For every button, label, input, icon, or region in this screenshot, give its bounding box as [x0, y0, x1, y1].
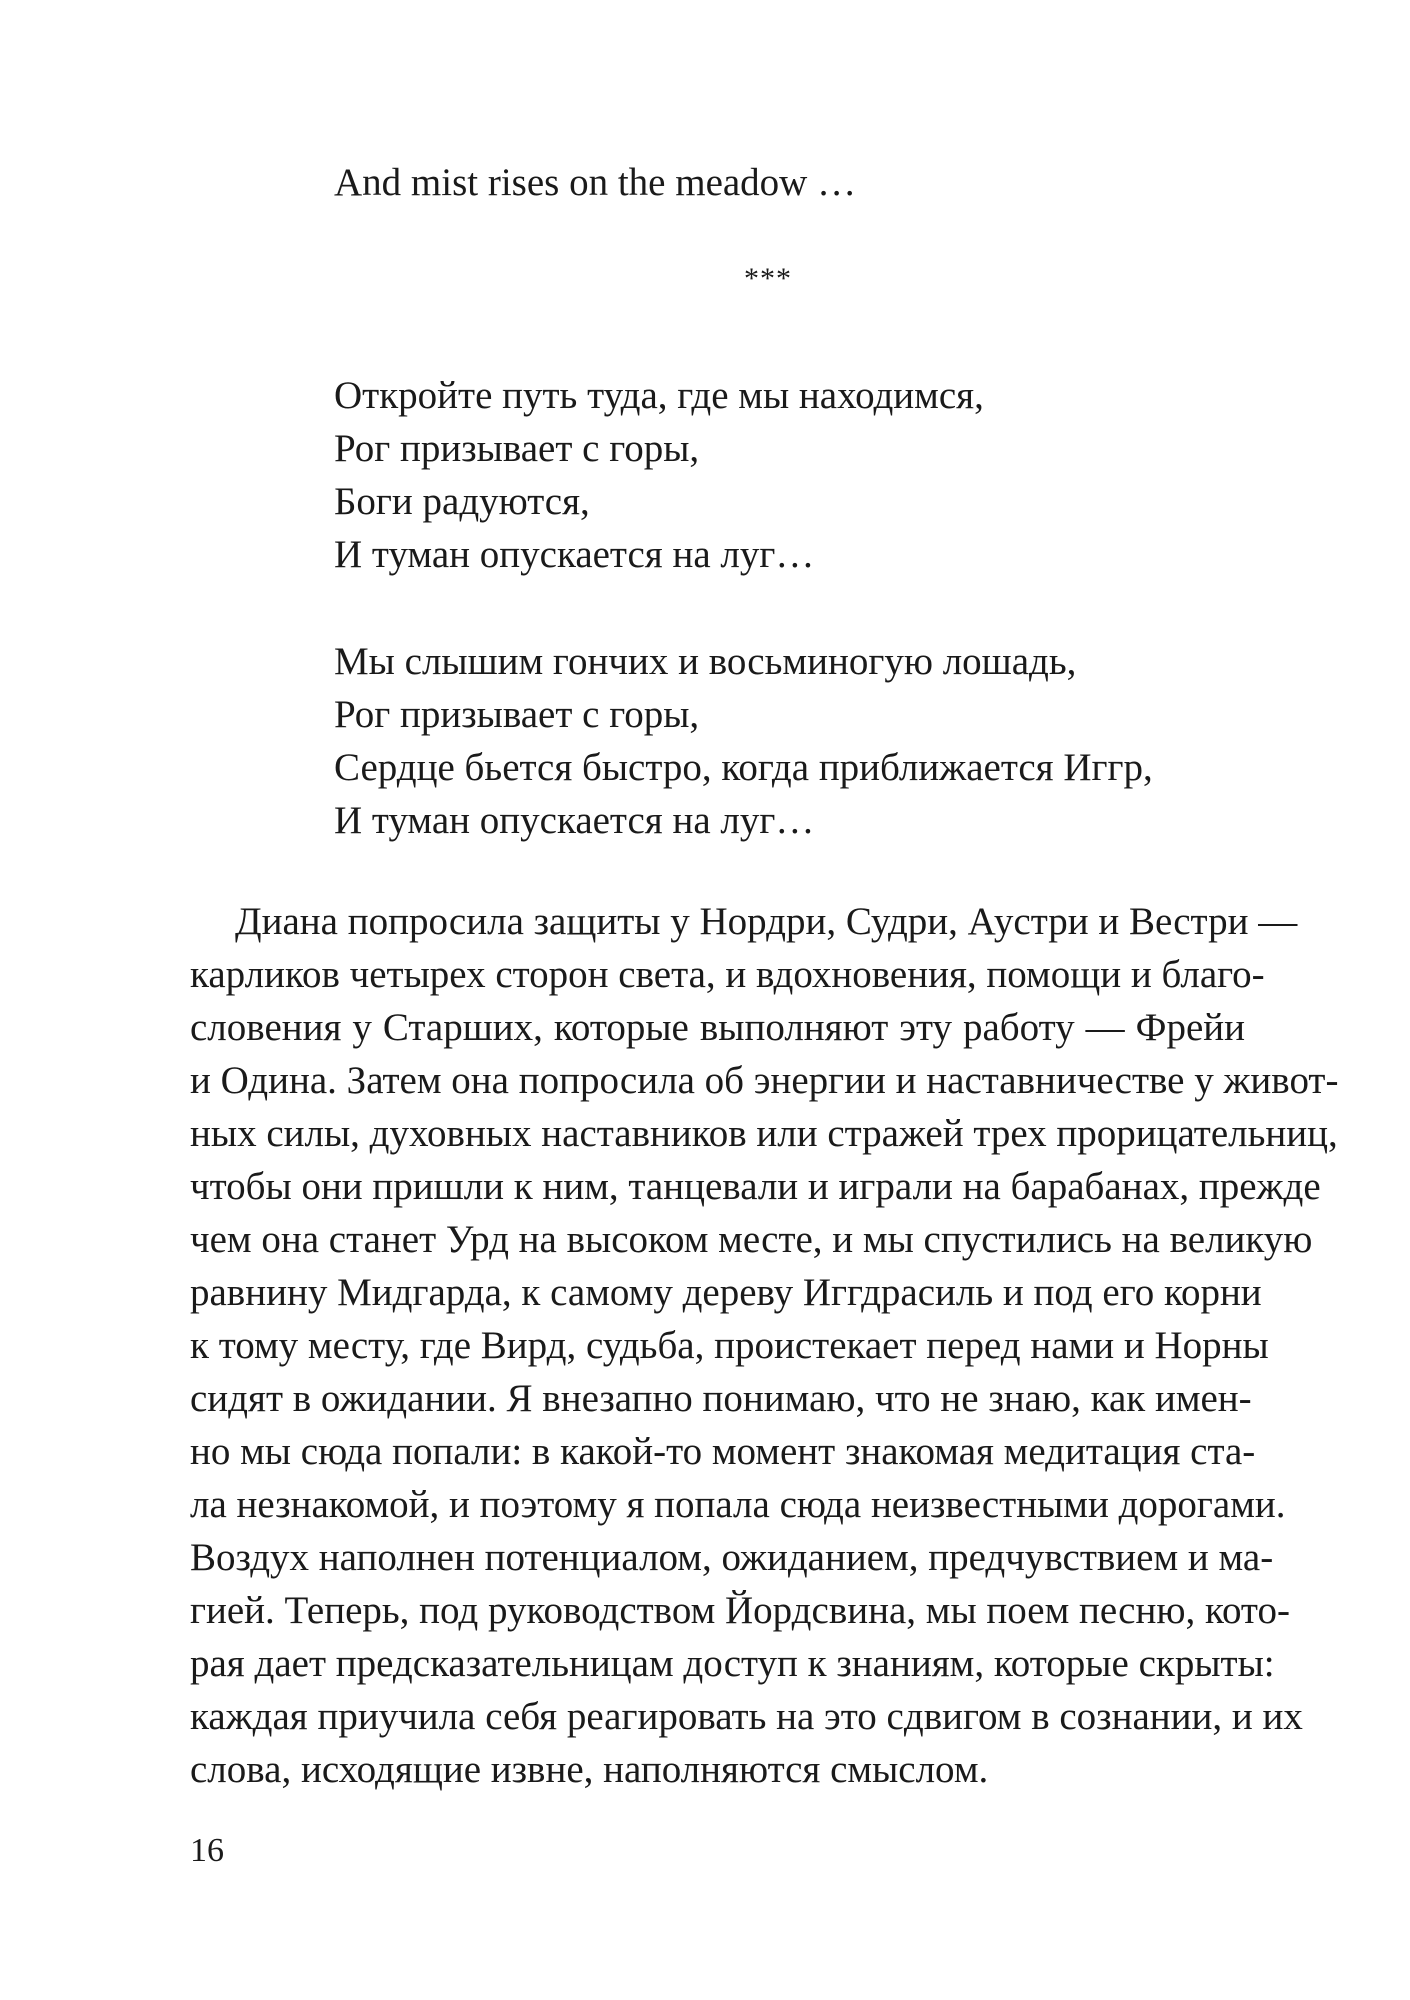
stanza-line: Сердце бьется быстро, когда приближается Иггр,: [334, 746, 1153, 789]
paragraph-line: гией. Теперь, под руководством Йордсвина, мы поем песню, кото-: [190, 1589, 1290, 1632]
paragraph-line: Воздух наполнен потенциалом, ожиданием, предчувствием и ма-: [190, 1536, 1274, 1579]
paragraph-line: ных силы, духовных наставников или стражей трех прорицательниц,: [190, 1112, 1338, 1155]
paragraph-line: чем она станет Урд на высоком месте, и мы спустились на великую: [190, 1218, 1313, 1261]
paragraph-line: рая дает предсказательницам доступ к знаниям, которые скрыты:: [190, 1642, 1275, 1685]
stanza-line: И туман опускается на луг…: [334, 533, 815, 576]
paragraph-line: сидят в ожидании. Я внезапно понимаю, что не знаю, как имен-: [190, 1377, 1252, 1420]
paragraph-line: и Одина. Затем она попросила об энергии и наставничестве у живот-: [190, 1059, 1339, 1102]
paragraph-line: равнину Мидгарда, к самому дереву Иггдрасиль и под его корни: [190, 1271, 1262, 1314]
paragraph-line: к тому месту, где Вирд, судьба, проистекает перед нами и Норны: [190, 1324, 1269, 1367]
stanza-line: Откройте путь туда, где мы находимся,: [334, 374, 984, 417]
section-divider: ***: [744, 262, 792, 295]
stanza-line: Рог призывает с горы,: [334, 693, 700, 736]
paragraph-line: чтобы они пришли к ним, танцевали и играли на барабанах, прежде: [190, 1165, 1321, 1208]
paragraph-line: карликов четырех сторон света, и вдохновения, помощи и благо-: [190, 953, 1265, 996]
stanza-line: Рог призывает с горы,: [334, 427, 700, 470]
page-number: 16: [190, 1832, 224, 1869]
paragraph-line: но мы сюда попали: в какой-то момент знакомая медитация ста-: [190, 1430, 1256, 1473]
verse-english-line: And mist rises on the meadow …: [334, 161, 857, 204]
paragraph-line: ла незнакомой, и поэтому я попала сюда неизвестными дорогами.: [190, 1483, 1286, 1526]
paragraph-line: словения у Старших, которые выполняют эту работу — Фрейи: [190, 1006, 1245, 1049]
stanza-line: И туман опускается на луг…: [334, 799, 815, 842]
stanza-line: Мы слышим гончих и восьминогую лошадь,: [334, 640, 1077, 683]
paragraph-line: Диана попросила защиты у Нордри, Судри, Аустри и Вестри —: [235, 900, 1298, 943]
paragraph-line: каждая приучила себя реагировать на это сдвигом в сознании, и их: [190, 1695, 1303, 1738]
stanza-line: Боги радуются,: [334, 480, 590, 523]
paragraph-line: слова, исходящие извне, наполняются смыслом.: [190, 1748, 989, 1791]
